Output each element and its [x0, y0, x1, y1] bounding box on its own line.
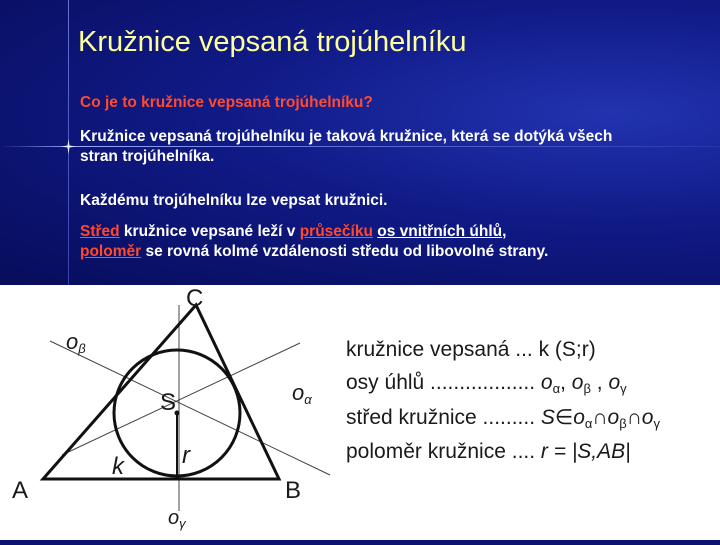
center-s-label: S: [160, 389, 177, 416]
legend-row-bisectors: osy úhlů .................. oα, oβ , oγ: [346, 371, 627, 396]
radius-r-label: r: [182, 442, 190, 469]
bisector-beta-line: [62, 343, 300, 455]
legend-row-center: střed kružnice ......... S∈oα∩oβ∩oγ: [346, 406, 660, 431]
definition-text: Kružnice vepsaná trojúhelníku je taková kružnice, která se dotýká všech stran trojúhelníka.: [80, 128, 613, 165]
bisector-gamma-label: $o_\gamma$: [168, 507, 186, 531]
keyword-polomer: poloměr: [80, 243, 142, 260]
vertex-b-label: B: [285, 477, 302, 504]
legend-row-radius: poloměr kružnice .... r = |S,AB|: [346, 440, 631, 463]
figure-panel: [0, 285, 720, 540]
bisector-alpha-label: oα: [292, 380, 312, 407]
statement-text: Každému trojúhelníku lze vepsat kružnici.: [80, 192, 388, 209]
keyword-osy-uhlu: os vnitřních úhlů: [377, 223, 503, 240]
legend-row-incircle: kružnice vepsaná ... k (S;r): [346, 338, 596, 361]
bisector-beta-label: oβ: [66, 329, 86, 356]
question-text: Co je to kružnice vepsaná trojúhelníku?: [80, 94, 373, 111]
sparkle-icon: [61, 139, 76, 154]
slide-title: Kružnice vepsaná trojúhelníku: [78, 26, 467, 58]
keyword-stred: Střed: [80, 223, 120, 240]
circle-k-label: k: [112, 453, 124, 480]
vertex-a-label: A: [12, 477, 29, 504]
center-description: Střed kružnice vepsané leží v průsečíku os vnitřních úhlů, poloměr se rovná kolmé vzdálenosti středu od libovolné strany.: [80, 223, 549, 260]
vertex-c-label: C: [186, 285, 204, 312]
bisector-alpha-line: [50, 341, 330, 475]
keyword-prusecik: průsečíku: [299, 223, 373, 240]
